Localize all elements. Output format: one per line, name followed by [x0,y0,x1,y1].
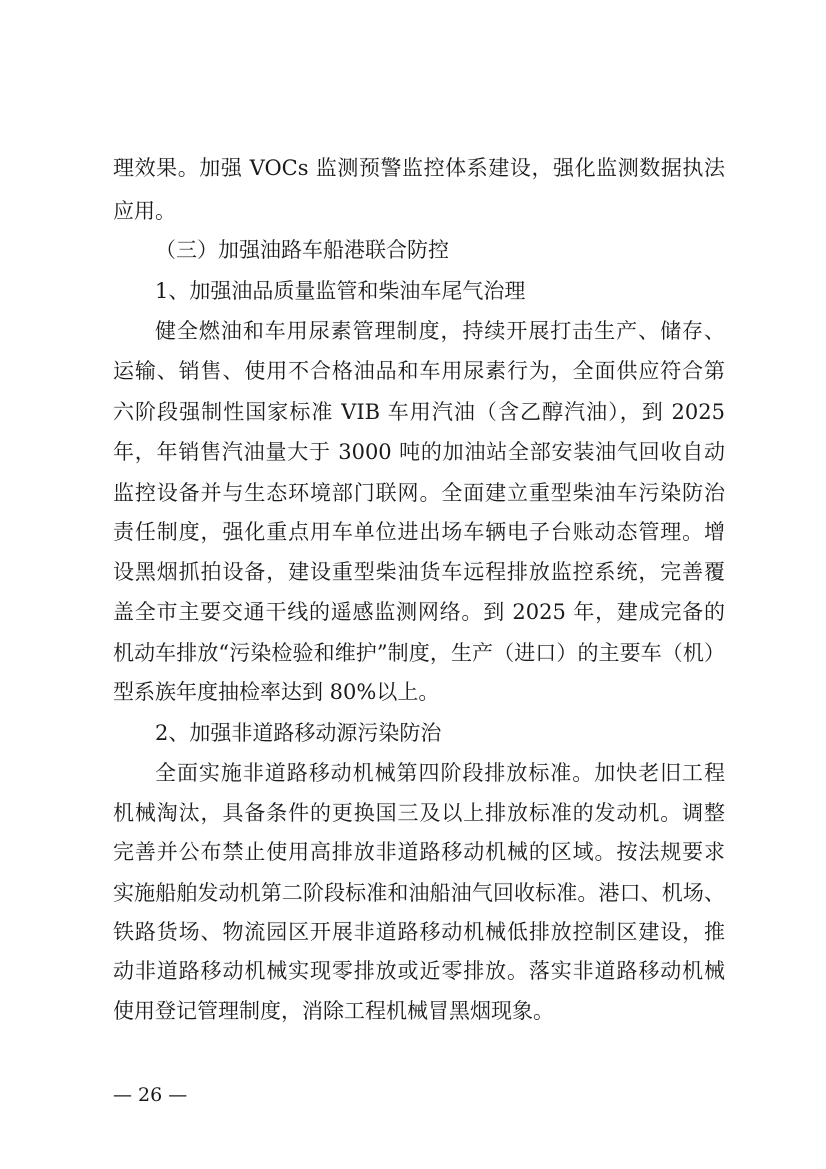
subsection-heading: 1、加强油品质量监管和柴油车尾气治理 [155,279,526,303]
body-text-line: 使用登记管理制度，消除工程机械冒黑烟现象。 [113,999,554,1023]
body-text-line: 理效果。加强 VOCs 监测预警监控体系建设，强化监测数据执法 [113,156,725,180]
body-text-line: 型系族年度抽检率达到 80%以上。 [113,680,440,704]
body-text-line: 铁路货场、物流园区开展非道路移动机械低排放控制区建设，推 [113,920,725,944]
section-heading: （三）加强油路车船港联合防控 [155,238,449,262]
body-text-line: 责任制度，强化重点用车单位进出场车辆电子台账动态管理。增 [113,520,725,544]
subsection-heading: 2、加强非道路移动源污染防治 [155,721,442,745]
body-text-line: 全面实施非道路移动机械第四阶段排放标准。加快老旧工程 [155,761,725,785]
body-text-line: 设黑烟抓拍设备，建设重型柴油货车远程排放监控系统，完善覆 [113,560,725,584]
body-text-line: 实施船舶发动机第二阶段标准和油船油气回收标准。港口、机场、 [113,881,725,905]
page-number: — 26 — [113,1084,188,1106]
body-text-line: 机动车排放“污染检验和维护”制度，生产（进口）的主要车（机） [113,641,725,665]
body-text-line: 应用。 [113,199,176,223]
body-text-line: 完善并公布禁止使用高排放非道路移动机械的区域。按法规要求 [113,840,725,864]
body-text-line: 机械淘汰，具备条件的更换国三及以上排放标准的发动机。调整 [113,801,725,825]
body-text-line: 健全燃油和车用尿素管理制度，持续开展打击生产、储存、 [155,319,725,343]
body-text-line: 盖全市主要交通干线的遥感监测网络。到 2025 年，建成完备的 [113,600,725,624]
body-text-line: 监控设备并与生态环境部门联网。全面建立重型柴油车污染防治 [113,481,725,505]
body-text-line: 运输、销售、使用不合格油品和车用尿素行为，全面供应符合第 [113,359,725,383]
body-text-line: 动非道路移动机械实现零排放或近零排放。落实非道路移动机械 [113,959,725,983]
body-text-line: 年，年销售汽油量大于 3000 吨的加油站全部安装油气回收自动 [113,440,725,464]
body-text-line: 六阶段强制性国家标准 VIB 车用汽油（含乙醇汽油），到 2025 [113,400,725,424]
